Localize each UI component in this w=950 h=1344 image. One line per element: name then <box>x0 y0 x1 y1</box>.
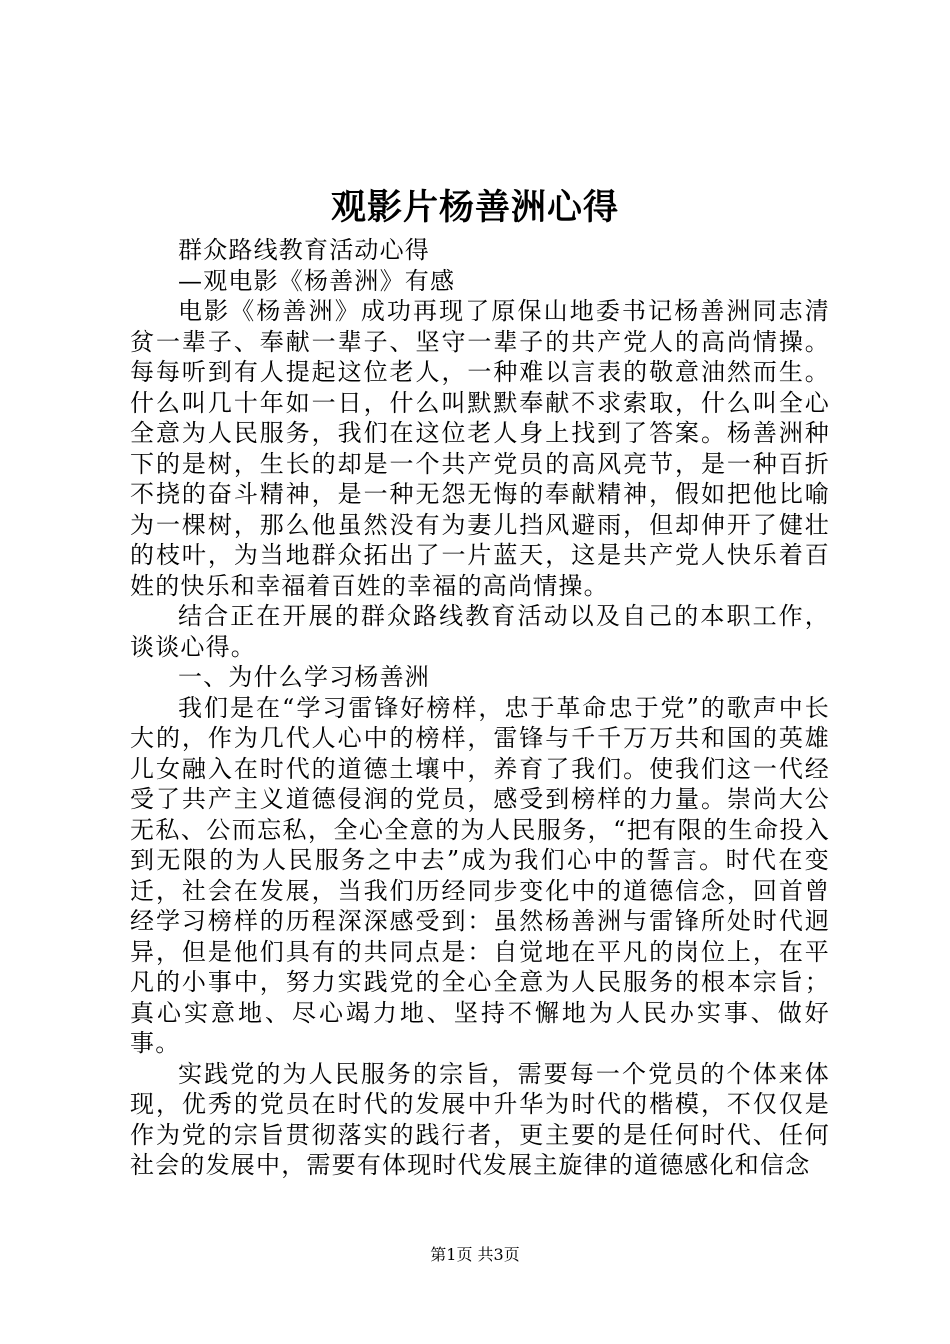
paragraph: 群众路线教育活动心得 <box>178 236 430 264</box>
document-title: 观影片杨善洲心得 <box>330 187 619 228</box>
page-footer: 第1页 共3页 <box>430 1245 520 1264</box>
paragraph: 结合正在开展的群众路线教育活动以及自己的本职工作，谈谈心得。 <box>130 602 830 661</box>
paragraph: —观电影《杨善洲》有感 <box>178 266 456 295</box>
document-body <box>130 235 830 1181</box>
paragraph: 实践党的为人民服务的宗旨，需要每一个党员的个体来体现，优秀的党员在时代的发展中升华为时代的楷模，不仅仅是作为党的宗旨贯彻落实的践行者，更主要的是任何时代、任何社会的发展中，需要有体现时代发展主旋律的道德感化和信念 <box>130 1059 830 1179</box>
paragraph: 电影《杨善洲》成功再现了原保山地委书记杨善洲同志清贫一辈子、奉献一辈子、坚守一辈子的共产党人的高尚情操。每每听到有人提起这位老人，一种难以言表的敬意油然而生。什么叫几十年如一日，什么叫默默奉献不求索取，什么叫全心全意为人民服务，我们在这位老人身上找到了答案。杨善洲种下的是树，生长的却是一个共产党员的高风亮节，是一种百折不挠的奋斗精神，是一种无怨无悔的奉献精神，假如把他比喻为一棵树，那么他虽然没有为妻儿挡风避雨，但却伸开了健壮的枝叶，为当地群众拓出了一片蓝天，这是共产党人快乐着百姓的快乐和幸福着百姓的幸福的高尚情操。 <box>130 297 830 600</box>
section-heading: 一、为什么学习杨善洲 <box>178 663 430 691</box>
paragraph: 我们是在“学习雷锋好榜样，忠于革命忠于党”的歌声中长大的，作为几代人心中的榜样，雷锋与千千万万共和国的英雄儿女融入在时代的道德土壤中，养育了我们。使我们这一代经受了共产主义道德侵润的党员，感受到榜样的力量。崇尚大公无私、公而忘私，全心全意的为人民服务，“把有限的生命投入到无限的为人民服务之中去”成为我们心中的誓言。时代在变迁，社会在发展，当我们历经同步变化中的道德信念，回首曾经学习榜样的历程深深感受到：虽然杨善洲与雷锋所处时代迥异，但是他们具有的共同点是：自觉地在平凡的岗位上，在平凡的小事中，努力实践党的全心全意为人民服务的根本宗旨；真心实意地、尽心竭力地、坚持不懈地为人民办实事、做好事。 <box>130 693 830 1057</box>
